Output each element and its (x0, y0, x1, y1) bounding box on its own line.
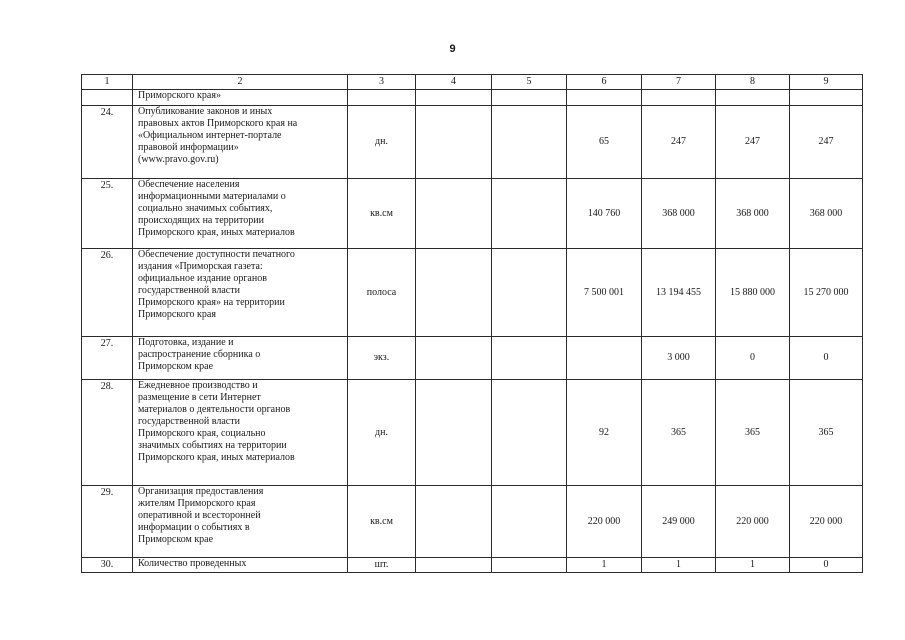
row-value-col7: 249 000 (642, 486, 716, 558)
row-unit: дн. (348, 106, 416, 179)
row-value-col8: 1 (716, 558, 790, 573)
row-value-col5 (492, 380, 567, 486)
row-value-col9: 365 (790, 380, 863, 486)
table-row (82, 380, 863, 486)
row-value-col5 (492, 106, 567, 179)
row-value-col9: 247 (790, 106, 863, 179)
row-value-col7: 368 000 (642, 179, 716, 249)
row-value-col5 (492, 558, 567, 573)
row-value-col5 (492, 486, 567, 558)
header-row (82, 75, 863, 90)
row-number: 25. (82, 179, 133, 249)
row-name: Подготовка, издание и распространение сборника о Приморском крае (133, 337, 348, 380)
row-unit: полоса (348, 249, 416, 337)
indicators-table (81, 74, 863, 573)
row-value-col5 (492, 249, 567, 337)
row-name: Организация предоставления жителям Приморского края оперативной и всесторонней информации о событиях в Приморском крае (133, 486, 348, 558)
row-value-col7: 13 194 455 (642, 249, 716, 337)
header-cell: 3 (348, 75, 416, 90)
header-cell: 2 (133, 75, 348, 90)
header-cell: 4 (416, 75, 492, 90)
row-value-col8: 247 (716, 106, 790, 179)
table-row (82, 558, 863, 573)
row-name: Опубликование законов и иных правовых актов Приморского края на «Официальном интернет-портале правовой информации» (www.pravo.gov.ru) (133, 106, 348, 179)
row-value-col4 (416, 558, 492, 573)
row-value-col9: 368 000 (790, 179, 863, 249)
row-number (82, 90, 133, 106)
row-value-col6 (567, 337, 642, 380)
row-value-col7: 365 (642, 380, 716, 486)
row-value-col7: 3 000 (642, 337, 716, 380)
row-value-col8: 15 880 000 (716, 249, 790, 337)
row-unit: кв.см (348, 179, 416, 249)
row-name: Ежедневное производство и размещение в сети Интернет материалов о деятельности органов государственной власти Приморского края, социально значимых событиях на территории Приморского края, иных материалов (133, 380, 348, 486)
table-row (82, 486, 863, 558)
row-value-col9: 220 000 (790, 486, 863, 558)
row-value-col8: 220 000 (716, 486, 790, 558)
row-value-col8: 0 (716, 337, 790, 380)
row-unit: кв.см (348, 486, 416, 558)
row-value-col7: 1 (642, 558, 716, 573)
row-name: Приморского края» (133, 90, 348, 106)
row-name: Обеспечение доступности печатного издания «Приморская газета: официальное издание органов государственной власти Приморского края» на территории Приморского края (133, 249, 348, 337)
row-value-col9: 0 (790, 558, 863, 573)
header-cell: 8 (716, 75, 790, 90)
row-value-col4 (416, 249, 492, 337)
header-cell: 1 (82, 75, 133, 90)
row-value-col4 (416, 179, 492, 249)
page-number: 9 (449, 43, 456, 55)
header-cell: 7 (642, 75, 716, 90)
row-number: 29. (82, 486, 133, 558)
header-cell: 9 (790, 75, 863, 90)
row-name: Количество проведенных (133, 558, 348, 573)
row-value-col9: 15 270 000 (790, 249, 863, 337)
header-cell: 5 (492, 75, 567, 90)
row-value-col5 (492, 179, 567, 249)
row-value-col6: 220 000 (567, 486, 642, 558)
row-value-col4 (416, 486, 492, 558)
row-unit: экз. (348, 337, 416, 380)
row-value-col6: 7 500 001 (567, 249, 642, 337)
row-unit: дн. (348, 380, 416, 486)
table-row (82, 179, 863, 249)
row-value-col4 (416, 106, 492, 179)
row-name: Обеспечение населения информационными материалами о социально значимых событиях, происходящих на территории Приморского края, иных материалов (133, 179, 348, 249)
row-value-col7: 247 (642, 106, 716, 179)
row-value-col9: 0 (790, 337, 863, 380)
row-value-col4 (416, 380, 492, 486)
table-row (82, 249, 863, 337)
row-number: 26. (82, 249, 133, 337)
header-cell: 6 (567, 75, 642, 90)
row-unit: шт. (348, 558, 416, 573)
row-value-col6: 65 (567, 106, 642, 179)
row-number: 28. (82, 380, 133, 486)
row-number: 30. (82, 558, 133, 573)
row-number: 27. (82, 337, 133, 380)
row-value-col6: 140 760 (567, 179, 642, 249)
table-row (82, 337, 863, 380)
row-value-col6: 1 (567, 558, 642, 573)
row-value-col4 (416, 337, 492, 380)
table-row (82, 106, 863, 179)
row-value-col8: 368 000 (716, 179, 790, 249)
row-value-col5 (492, 337, 567, 380)
row-value-col8: 365 (716, 380, 790, 486)
continuation-row (82, 90, 863, 106)
row-value-col6: 92 (567, 380, 642, 486)
row-number: 24. (82, 106, 133, 179)
